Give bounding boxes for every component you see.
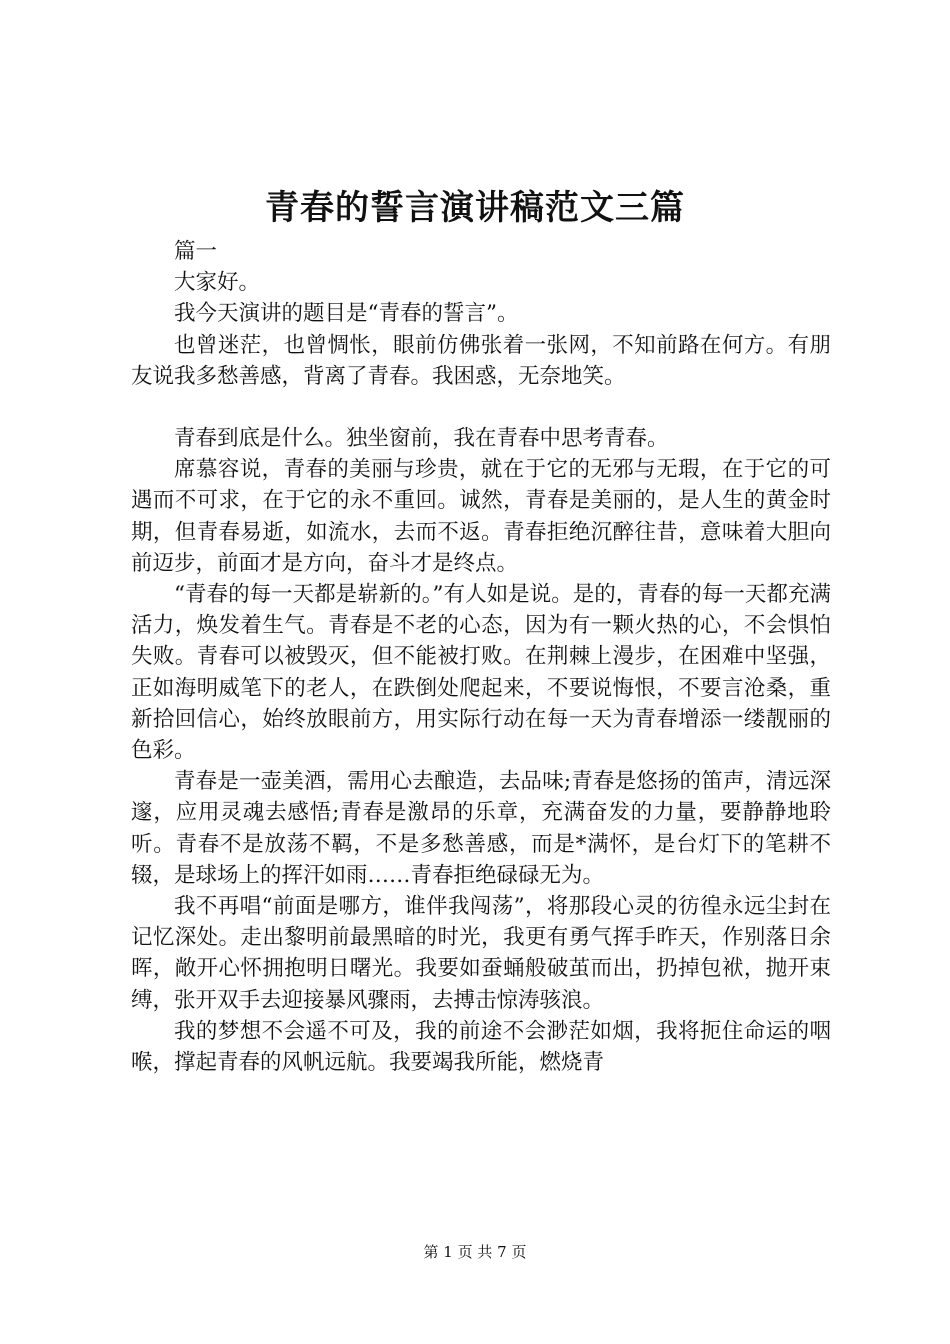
paragraph: 也曾迷茫，也曾惆怅，眼前仿佛张着一张网，不知前路在何方。有朋友说我多愁善感，背离了青春。我困惑，无奈地笑。 <box>131 332 831 389</box>
paragraph: 青春是一壶美酒，需用心去酿造，去品味;青春是悠扬的笛声，清远深邃，应用灵魂去感悟;青春是激昂的乐章，充满奋发的力量，要静静地聆听。青春不是放荡不羁，不是多愁善感，而是*满怀，是台灯下的笔耕不辍，是球场上的挥汗如雨……青春拒绝碌碌无为。 <box>131 769 831 888</box>
paragraph: 席慕容说，青春的美丽与珍贵，就在于它的无邪与无瑕，在于它的可遇而不可求，在于它的永不重回。诚然，青春是美丽的，是人生的黄金时期，但青春易逝，如流水，去而不返。青春拒绝沉醉往昔，意味着大胆向前迈步，前面才是方向，奋斗才是终点。 <box>131 457 831 576</box>
paragraph-topic: 我今天演讲的题目是“青春的誓言”。 <box>174 301 519 327</box>
document-body <box>131 236 831 1078</box>
paragraph-section-label: 篇一 <box>174 239 218 264</box>
paragraph: 青春到底是什么。独坐窗前，我在青春中思考青春。 <box>174 426 669 452</box>
page-number-footer: 第 1 页 共 7 页 <box>423 1243 527 1261</box>
paragraph: 我的梦想不会遥不可及，我的前途不会渺茫如烟，我将扼住命运的咽喉，撑起青春的风帆远航。我要竭我所能，燃烧青 <box>131 1018 831 1076</box>
paragraph-greeting: 大家好。 <box>174 270 261 296</box>
document-title: 青春的誓言演讲稿范文三篇 <box>265 188 685 228</box>
paragraph: “青春的每一天都是崭新的。”有人如是说。是的，青春的每一天都充满活力，焕发着生气。青春是不老的心态，因为有一颗火热的心，不会惧怕失败。青春可以被毁灭，但不能被打败。在荆棘上漫步，在困难中坚强，正如海明威笔下的老人，在跌倒处爬起来，不要说悔恨，不要言沧桑，重新拾回信心，始终放眼前方，用实际行动在每一天为青春增添一缕靓丽的色彩。 <box>131 582 831 764</box>
paragraph: 我不再唱“前面是哪方，谁伴我闯荡”，将那段心灵的彷徨永远尘封在记忆深处。走出黎明前最黑暗的时光，我更有勇气挥手昨天，作别落日余晖，敞开心怀拥抱明日曙光。我要如蚕蛹般破茧而出，扔掉包袱，抛开束缚，张开双手去迎接暴风骤雨，去搏击惊涛骇浪。 <box>131 894 831 1013</box>
